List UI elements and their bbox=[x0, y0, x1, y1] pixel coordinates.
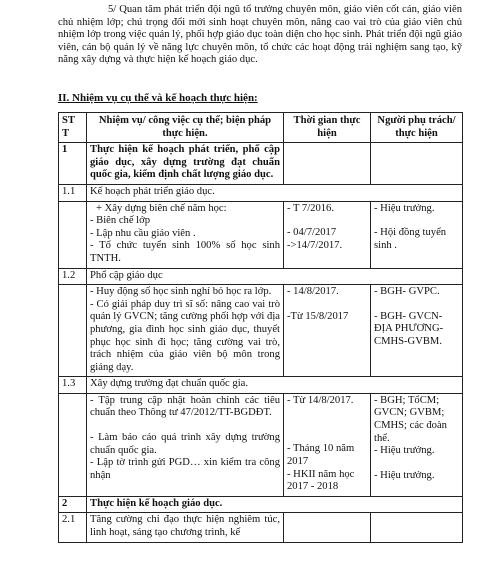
table-row bbox=[59, 496, 463, 513]
task-line: - Biên chế lớp bbox=[90, 215, 151, 227]
row-task bbox=[87, 393, 284, 496]
person-line: - BGH- GVPC. bbox=[374, 286, 440, 298]
person-line: - BGH; TổCM; GVCN; GVBM; CMHS; các đoàn thể. bbox=[374, 394, 447, 444]
table-row bbox=[59, 513, 463, 542]
table-row bbox=[59, 184, 463, 201]
time-line: - 14/8/2017. bbox=[287, 286, 339, 298]
row-time bbox=[284, 143, 371, 185]
header-task: Nhiệm vụ/ công việc cụ thể; biện pháp thực hiện. bbox=[87, 113, 284, 143]
row-stt bbox=[59, 201, 87, 268]
table-header-row bbox=[59, 113, 463, 143]
row-person bbox=[371, 393, 463, 496]
table-row bbox=[59, 201, 463, 268]
task-line: - Tập trung cập nhật hoàn chỉnh các tiêu chuẩn theo Thông tư 47/2012/TT-BGDĐT. bbox=[90, 394, 280, 419]
row-time bbox=[284, 201, 371, 268]
row-person bbox=[371, 513, 463, 542]
task-line: - Có giải pháp duy trì sĩ số: nâng cao vai trò quản lý GVCN; tăng cường phối hợp với địa phương, gia đình học sinh giáo dục, thuyết phục học sinh đi học; tăng cường vai trò, trách nhiệm của giáo viên bộ môn trong giảng dạy. bbox=[90, 298, 280, 373]
row-task bbox=[87, 201, 284, 268]
row-person bbox=[371, 143, 463, 185]
section-title: II. Nhiệm vụ cụ thể và kế hoạch thực hiện: bbox=[58, 92, 258, 104]
header-person: Người phụ trách/ thực hiện bbox=[371, 113, 463, 143]
row-task: Thực hiện kế hoạch phát triển, phổ cập giáo dục, xây dựng trường đạt chuẩn quốc gia, kiểm định chất lượng giáo dục. bbox=[87, 143, 284, 185]
row-task: Kế hoạch phát triển giáo dục. bbox=[87, 184, 463, 201]
table-row bbox=[59, 285, 463, 377]
person-line: - Hiệu trưởng. bbox=[374, 469, 435, 481]
row-stt: 1.3 bbox=[59, 377, 87, 394]
row-task: Xây dựng trường đạt chuẩn quốc gia. bbox=[87, 377, 463, 394]
task-line: - Làm báo cáo quá trình xây dựng trường chuẩn quốc gia. bbox=[90, 432, 280, 456]
task-line: - Lập tờ trình gửi PGD… xin kiểm tra công nhận bbox=[90, 457, 280, 481]
person-line: - Hiệu trưởng. bbox=[374, 202, 435, 214]
row-task bbox=[87, 285, 284, 377]
table-row bbox=[59, 377, 463, 394]
row-task: Phổ cập giáo dục bbox=[87, 268, 463, 285]
row-stt: 2 bbox=[59, 496, 87, 513]
row-stt: 1.2 bbox=[59, 268, 87, 285]
time-line: - 04/7/2017 bbox=[287, 227, 337, 239]
person-line: - Hiệu trưởng. bbox=[374, 445, 435, 457]
task-line: + Xây dựng biên chế năm học: bbox=[96, 202, 227, 214]
task-line: - Tổ chức tuyển sinh 100% số học sinh TNTH. bbox=[90, 240, 280, 264]
header-time: Thời gian thực hiện bbox=[284, 113, 371, 143]
table-row bbox=[59, 268, 463, 285]
time-line: -Từ 15/8/2017 bbox=[287, 310, 349, 322]
table-row bbox=[59, 143, 463, 185]
task-line: - Huy động số học sinh nghỉ bỏ học ra lớp. bbox=[90, 286, 272, 298]
row-stt bbox=[59, 393, 87, 496]
row-time bbox=[284, 285, 371, 377]
row-time bbox=[284, 513, 371, 542]
row-stt: 1.1 bbox=[59, 184, 87, 201]
time-line: - Từ 14/8/2017. bbox=[287, 394, 354, 406]
task-table bbox=[58, 112, 463, 543]
task-line: - Lập nhu cầu giáo viên . bbox=[90, 227, 196, 239]
intro-paragraph: 5/ Quan tâm phát triển đội ngũ tổ trưởng chuyên môn, giáo viên cốt cán, giáo viên chủ nhiệm lớp; chú trọng đổi mới sinh hoạt chuyên môn, nâng cao vai trò của giáo viên chủ nhiệm lớp trong việc quản lý, phối hợp giáo dục toàn diện cho học sinh. Phát triển đội ngũ giáo viên, cán bộ quản lý về năng lực chuyên môn, tổ chức các hoạt động trải nghiệm sang tạo, kỹ năng xây dựng và thực hiện kế hoạch giáo dục. bbox=[58, 4, 462, 66]
row-stt bbox=[59, 285, 87, 377]
row-stt: 1 bbox=[59, 143, 87, 185]
header-stt: ST T bbox=[59, 113, 87, 143]
person-line: - BGH- GVCN-ĐỊA PHƯƠNG-CMHS-GVBM. bbox=[374, 310, 444, 347]
time-line: - Tháng 10 năm 2017 bbox=[287, 443, 355, 468]
time-line: - HKII năm học 2017 - 2018 bbox=[287, 468, 355, 493]
person-line: - Hội đồng tuyển sinh . bbox=[374, 227, 447, 251]
table-row bbox=[59, 393, 463, 496]
time-line: - T 7/2016. bbox=[287, 202, 334, 214]
time-line: ->14/7/2017. bbox=[287, 239, 343, 251]
row-person bbox=[371, 201, 463, 268]
row-task: Thực hiện kế hoạch giáo dục. bbox=[87, 496, 463, 513]
row-stt: 2.1 bbox=[59, 513, 87, 542]
row-task: Tăng cường chỉ đạo thực hiện nghiêm túc, linh hoạt, sáng tạo chương trình, kế bbox=[87, 513, 284, 542]
row-time bbox=[284, 393, 371, 496]
row-person bbox=[371, 285, 463, 377]
